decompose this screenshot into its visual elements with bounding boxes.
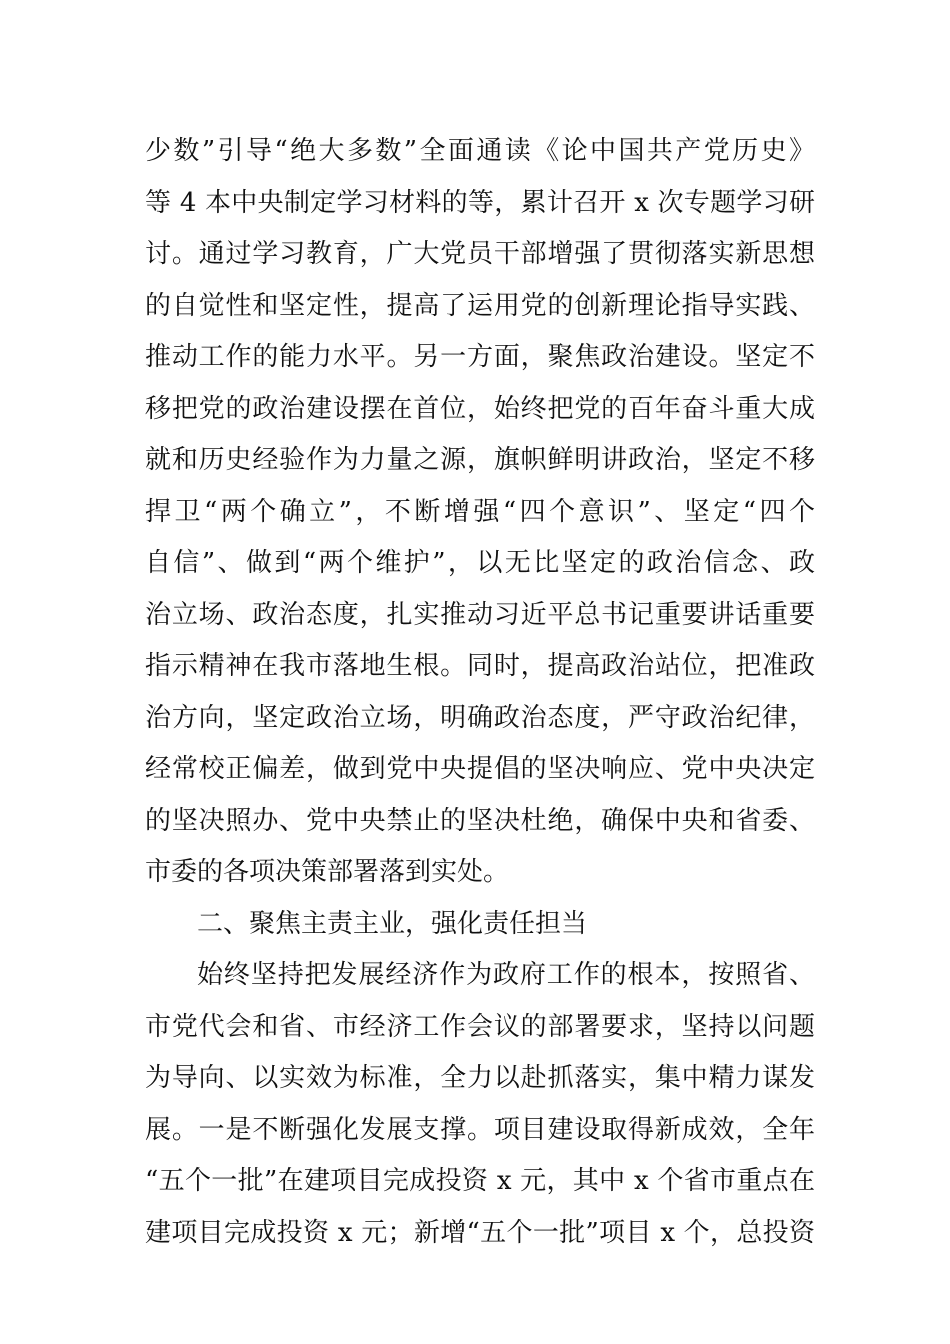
text-line: 移把党的政治建设摆在首位，始终把党的百年奋斗重大成 [145, 393, 815, 424]
text-line: 建项目完成投资 x 元；新增“五个一批”项目 x 个，总投资 [145, 1217, 815, 1248]
text-line: 的坚决照办、党中央禁止的坚决杜绝，确保中央和省委、 [145, 805, 815, 836]
text-line: 指示精神在我市落地生根。同时，提高政治站位，把准政 [145, 651, 815, 681]
text-line: 展。一是不断强化发展支撑。项目建设取得新成效，全年 [145, 1114, 815, 1145]
text-line: 经常校正偏差，做到党中央提倡的坚决响应、党中央决定 [145, 754, 815, 784]
section-heading: 二、聚焦主责主业，强化责任担当 [197, 908, 588, 939]
text-line: 治立场、政治态度，扎实推动习近平总书记重要讲话重要 [145, 599, 815, 630]
text-line: 为导向、以实效为标准，全力以赴抓落实，集中精力谋发 [145, 1063, 815, 1093]
document-body [145, 126, 815, 1259]
text-line: “五个一批”在建项目完成投资 x 元，其中 x 个省市重点在 [145, 1166, 815, 1196]
text-line: 始终坚持把发展经济作为政府工作的根本，按照省、 [197, 960, 815, 990]
text-line: 的自觉性和坚定性，提高了运用党的创新理论指导实践、 [145, 290, 815, 321]
text-line: 市党代会和省、市经济工作会议的部署要求，坚持以问题 [145, 1011, 815, 1042]
text-line: 少数”引导“绝大多数”全面通读《论中国共产党历史》 [145, 136, 815, 166]
text-line: 就和历史经验作为力量之源，旗帜鲜明讲政治，坚定不移 [145, 445, 815, 475]
text-line: 推动工作的能力水平。另一方面，聚焦政治建设。坚定不 [145, 342, 815, 372]
text-line: 等 4 本中央制定学习材料的等，累计召开 x 次专题学习研 [145, 187, 815, 218]
text-line: 捍卫“两个确立”，不断增强“四个意识”、坚定“四个 [145, 496, 815, 527]
text-line: 治方向，坚定政治立场，明确政治态度，严守政治纪律， [145, 702, 815, 733]
text-line: 讨。通过学习教育，广大党员干部增强了贯彻落实新思想 [145, 239, 815, 269]
text-line: 市委的各项决策部署落到实处。 [145, 857, 510, 887]
text-line: 自信”、做到“两个维护”，以无比坚定的政治信念、政 [145, 548, 815, 578]
